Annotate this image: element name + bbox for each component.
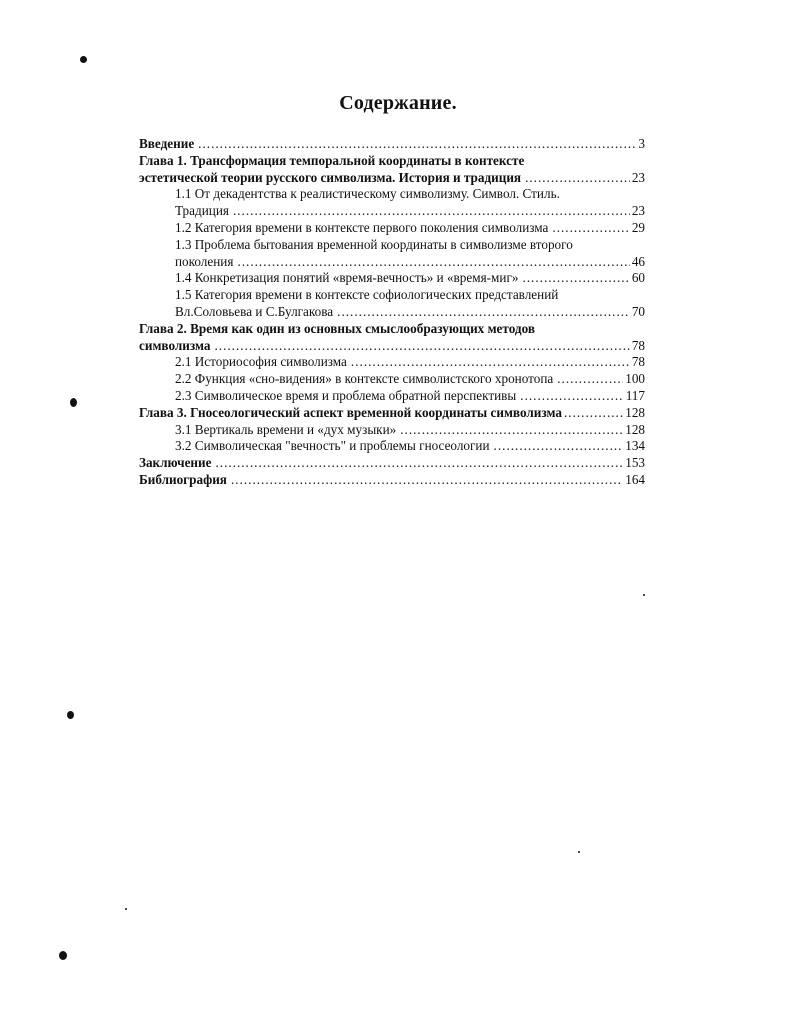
toc-entry-text: 2.2 Функция «сно-видения» в контексте символистского хронотопа xyxy=(175,371,554,387)
toc-entry-chapter-3 xyxy=(139,405,645,422)
toc-entry-1-5-line: 1.5 Категория времени в контексте софиологических представлений xyxy=(175,287,559,303)
toc-entry-3-2 xyxy=(139,438,645,455)
toc-page-number: 78 xyxy=(631,337,645,353)
toc-entry-text: Введение xyxy=(139,136,195,151)
dot-leader xyxy=(525,170,630,187)
table-of-contents xyxy=(139,136,645,489)
dot-leader xyxy=(198,136,636,153)
toc-entry-text: 1.2 Категория времени в контексте первого поколения символизма xyxy=(175,219,549,235)
toc-page-number: 164 xyxy=(625,471,645,487)
dot-leader xyxy=(337,304,630,321)
toc-entry-2-2 xyxy=(139,371,645,388)
toc-entry-intro xyxy=(139,136,645,153)
toc-entry-1-1-line: 1.1 От декадентства к реалистическому символизму. Символ. Стиль. xyxy=(175,186,560,202)
toc-entry-text: Традиция xyxy=(175,203,229,219)
toc-entry-1-3-line: 1.3 Проблема бытования временной координаты в символизме второго xyxy=(175,236,573,252)
toc-entry-text: 3.1 Вертикаль времени и «дух музыки» xyxy=(175,421,397,437)
dot-leader xyxy=(494,438,624,455)
toc-entry-bibliography xyxy=(139,472,645,489)
dot-leader xyxy=(522,270,629,287)
toc-entry-text: 1.4 Конкретизация понятий «время-вечность» и «время-миг» xyxy=(175,270,519,286)
page-title: Содержание. xyxy=(339,92,457,114)
toc-entry-3-1 xyxy=(139,422,645,439)
toc-page-number: 134 xyxy=(625,438,645,454)
scan-speck xyxy=(67,711,74,719)
toc-entry-1-2 xyxy=(139,220,645,237)
dot-leader xyxy=(233,203,630,220)
toc-entry-text: 3.2 Символическая "вечность" и проблемы гносеологии xyxy=(175,438,490,454)
toc-page-number: 3 xyxy=(638,136,645,151)
toc-entry-text: 2.1 Историософия символизма xyxy=(175,354,347,370)
toc-entry-1-1 xyxy=(139,203,645,220)
scan-speck xyxy=(643,594,645,596)
toc-entry-text: поколения xyxy=(175,253,234,269)
toc-entry-chapter-1 xyxy=(139,170,645,187)
toc-entry-text: Вл.Соловьева и С.Булгакова xyxy=(175,303,334,319)
dot-leader xyxy=(215,455,623,472)
toc-entry-conclusion xyxy=(139,455,645,472)
toc-entry-chapter-2-line: Глава 2. Время как один из основных смыслообразующих методов xyxy=(139,320,535,336)
scan-speck xyxy=(80,56,87,63)
toc-entry-1-5 xyxy=(139,304,645,321)
toc-entry-text: Глава 3. Гносеологический аспект временной координаты символизма xyxy=(139,404,562,420)
toc-entry-2-3 xyxy=(139,388,645,405)
toc-page-number: 128 xyxy=(625,404,645,420)
scan-speck xyxy=(70,398,77,407)
dot-leader xyxy=(237,254,629,271)
dot-leader xyxy=(351,354,630,371)
toc-entry-text: Библиография xyxy=(139,471,227,487)
toc-entry-text: 2.3 Символическое время и проблема обратной перспективы xyxy=(175,387,517,403)
scan-speck xyxy=(59,951,67,960)
toc-page-number: 78 xyxy=(631,354,645,370)
toc-page-number: 46 xyxy=(631,253,645,269)
toc-page-number: 153 xyxy=(625,455,645,471)
dot-leader xyxy=(557,371,623,388)
dot-leader xyxy=(564,405,623,422)
toc-page-number: 60 xyxy=(631,270,645,286)
dot-leader xyxy=(520,388,623,405)
toc-entry-1-4 xyxy=(139,270,645,287)
toc-entry-text: эстетической теории русского символизма. История и традиция xyxy=(139,169,522,185)
toc-entry-text: символизма xyxy=(139,337,211,353)
scan-speck xyxy=(578,851,580,853)
scan-speck xyxy=(125,908,127,910)
toc-page-number: 117 xyxy=(625,387,645,403)
dot-leader xyxy=(400,422,623,439)
toc-entry-2-1 xyxy=(139,354,645,371)
toc-page-number: 70 xyxy=(631,303,645,319)
dot-leader xyxy=(231,472,623,489)
toc-page-number: 23 xyxy=(631,169,645,185)
toc-page-number: 100 xyxy=(625,371,645,387)
toc-page-number: 23 xyxy=(631,203,645,219)
dot-leader xyxy=(552,220,629,237)
dot-leader xyxy=(214,338,629,355)
toc-page-number: 29 xyxy=(631,219,645,235)
toc-entry-chapter-1-line: Глава 1. Трансформация темпоральной координаты в контексте xyxy=(139,152,525,168)
toc-page-number: 128 xyxy=(625,421,645,437)
toc-entry-1-3 xyxy=(139,254,645,271)
toc-entry-chapter-2 xyxy=(139,338,645,355)
toc-entry-text: Заключение xyxy=(139,455,212,471)
